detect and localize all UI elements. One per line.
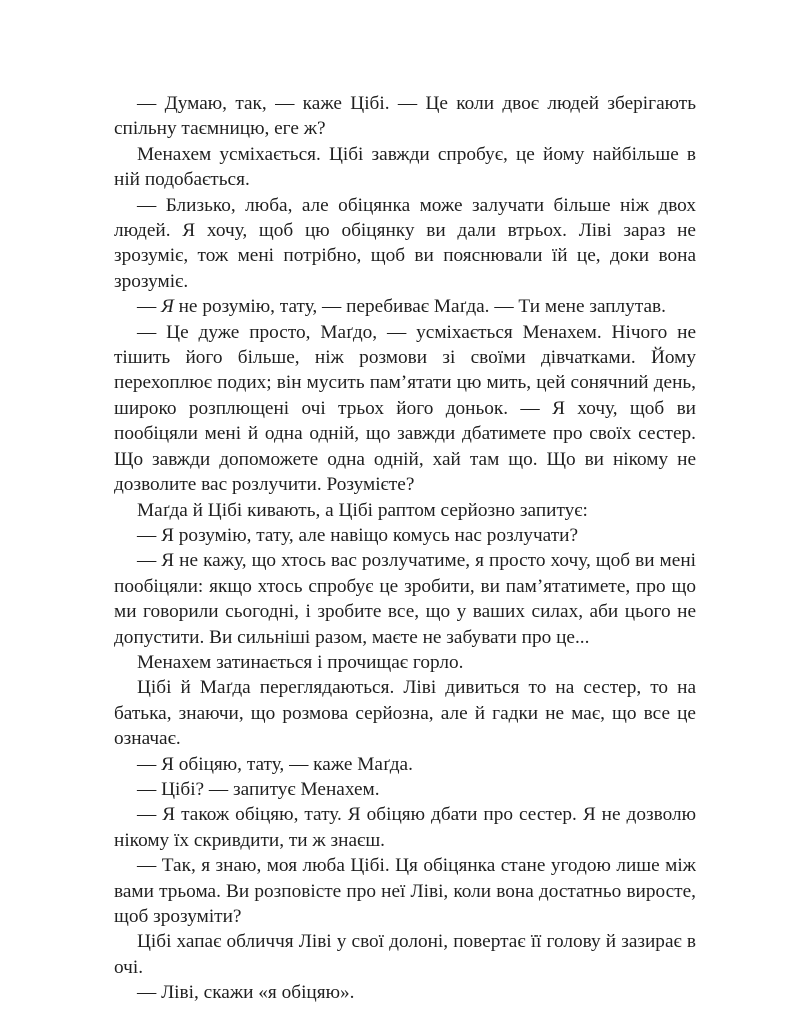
- paragraph: [114, 777, 696, 802]
- paragraph: [114, 980, 696, 1005]
- text-run: — Близько, люба, але обіцянка може залучати більше ніж двох людей. Я хочу, щоб цю обіцянку ви дали втрьох. Ліві зараз не зрозуміє, тож мені потрібно, щоб ви пояснювали їй це, доки вона зрозуміє.: [114, 194, 696, 292]
- text-run: Маґда й Цібі кивають, а Цібі раптом серйозно запитує:: [137, 499, 588, 521]
- paragraph: [114, 193, 696, 295]
- paragraph: [114, 650, 696, 675]
- italic-text-run: Я: [161, 296, 174, 318]
- paragraph: [114, 523, 696, 548]
- text-run: —: [137, 296, 162, 318]
- text-run: — Я розумію, тату, але навіщо комусь нас розлучати?: [137, 524, 579, 546]
- text-run: — Цібі? — запитує Менахем.: [137, 778, 380, 800]
- paragraph: [114, 675, 696, 751]
- body-text: [114, 91, 696, 1006]
- paragraph: [114, 294, 696, 319]
- paragraph: [114, 853, 696, 929]
- text-run: не розумію, тату, — перебиває Маґда. — Ти мене заплутав.: [173, 296, 666, 318]
- paragraph: [114, 142, 696, 193]
- text-run: Цібі хапає обличчя Ліві у свої долоні, повертає її голову й зазирає в очі.: [114, 931, 696, 978]
- text-run: — Ліві, скажи «я обіцяю».: [137, 982, 355, 1004]
- paragraph: [114, 802, 696, 853]
- paragraph: [114, 752, 696, 777]
- paragraph: [114, 929, 696, 980]
- paragraph: [114, 498, 696, 523]
- paragraph: [114, 548, 696, 650]
- text-run: — Це дуже просто, Маґдо, — усміхається Менахем. Нічого не тішить його більше, ніж розмови зі своїми дівчатками. Йому перехоплює подих; він мусить пам’ятати цю мить, цей сонячний день, широко розплющені очі трьох його доньок. — Я хочу, щоб ви пообіцяли мені й одна одній, що завжди дбатимете про своїх сестер. Що завжди допоможете одна одній, хай там що. Що ви нікому не дозволите вас розлучити. Розумієте?: [114, 321, 696, 496]
- text-run: — Думаю, так, — каже Цібі. — Це коли двоє людей зберігають спільну таємницю, еге ж?: [114, 93, 696, 140]
- text-run: Менахем усміхається. Цібі завжди спробує, це йому найбільше в ній подобається.: [114, 143, 696, 191]
- paragraph: [114, 91, 696, 142]
- paragraph: [114, 320, 696, 498]
- text-run: Менахем затинається і прочищає горло.: [137, 651, 464, 673]
- text-run: — Я обіцяю, тату, — каже Маґда.: [137, 753, 413, 775]
- text-run: — Я також обіцяю, тату. Я обіцяю дбати про сестер. Я не дозволю нікому їх скривдити, ти ж знаєш.: [114, 804, 696, 851]
- text-run: Цібі й Маґда переглядаються. Ліві дивиться то на сестер, то на батька, знаючи, що розмова серйозна, але й гадки не має, що все це означає.: [114, 677, 696, 750]
- text-run: — Я не кажу, що хтось вас розлучатиме, я просто хочу, щоб ви мені пообіцяли: якщо хтось спробує це зробити, ви пам’ятатимете, про що ми говорили сьогодні, і зробите все, що у ваших силах, аби цього не допустити. Ви сильніші разом, маєте не забувати про це...: [114, 550, 696, 648]
- text-run: — Так, я знаю, моя люба Цібі. Ця обіцянка стане угодою лише між вами трьома. Ви розповісте про неї Ліві, коли вона достатньо виросте, щоб зрозуміти?: [114, 855, 696, 927]
